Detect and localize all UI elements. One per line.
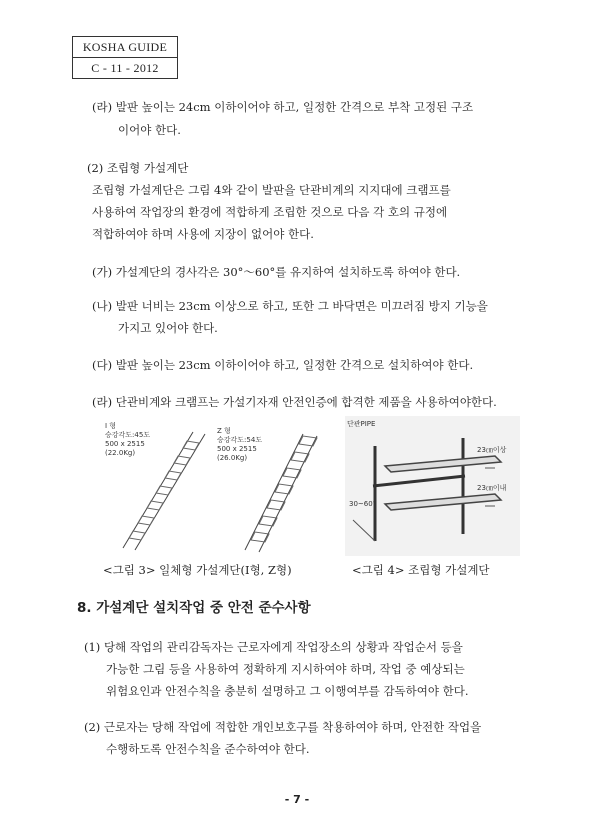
paragraph-ra2: (라) 단관비계와 크램프는 가설기자재 안전인증에 합격한 제품을 사용하여야한다. [92,395,497,409]
paragraph-na-line1: (나) 발판 너비는 23cm 이상으로 하고, 또한 그 바닥면은 미끄러짐 방지 기능을 [92,299,488,313]
section-8-item2-line1: (2) 근로자는 당해 작업에 적합한 개인보호구를 착용하여야 하며, 안전한 작업을 [84,720,482,734]
stair-i-label-type: I 형 [105,422,117,430]
stair-i-label-size: 500 x 2515 [105,440,145,448]
page-number: - 7 - [284,793,310,806]
subsection-2-line2: 사용하여 작업장의 환경에 적합하게 조립한 것으로 다음 각 호의 규정에 [92,205,448,219]
header-title: KOSHA GUIDE [82,40,168,54]
paragraph-ga: (가) 가설계단의 경사각은 30°～60°를 유지하여 설치하도록 하여야 한다. [92,265,461,279]
stair-i-label-weight: (22.0Kg) [105,449,136,457]
section-8-item1-line1: (1) 당해 작업의 관리감독자는 근로자에게 작업장소의 상황과 작업순서 등을 [84,640,463,654]
header-code: C - 11 - 2012 [73,57,177,78]
subsection-2-title: (2) 조립형 가설계단 [87,161,189,175]
paragraph-na-line2: 가지고 있어야 한다. [118,321,218,335]
section-8-item1-line3: 위험요인과 안전수칙을 충분히 설명하고 그 이행여부를 감독하여야 한다. [106,684,469,698]
stair-z-label-angle: 승강각도:54도 [217,436,263,444]
figure-3-caption: <그림 3> 일체형 가설계단(I형, Z형) [103,563,292,577]
figure-3-illustration [105,420,340,560]
paragraph-ra-line2: 이어야 한다. [118,123,181,137]
document-header-box [72,36,178,79]
figure-4-illustration [345,416,520,556]
figure4-height-label: 23㎝이내 [477,484,507,492]
section-8-item1-line2: 가능한 그림 등을 사용하여 정확하게 지시하여야 하며, 작업 중 예상되는 [106,662,465,676]
stair-z-label-size: 500 x 2515 [217,445,257,453]
section-8-item2-line2: 수행하도록 안전수칙을 준수하여야 한다. [106,742,310,756]
figure4-width-label: 23㎝이상 [477,446,507,454]
figure4-angle-label: 30~60° [349,500,377,508]
subsection-2-line1: 조립형 가설계단은 그림 4와 같이 발판을 단관비계의 지지대에 크램프를 [92,183,451,197]
paragraph-ra-line1: (라) 발판 높이는 24cm 이하이어야 하고, 일정한 간격으로 부착 고정된 구조 [92,100,474,114]
section-8-title: 8. 가설계단 설치작업 중 안전 준수사항 [77,600,311,616]
figure-4-caption: <그림 4> 조립형 가설계단 [352,563,490,577]
paragraph-da: (다) 발판 높이는 23cm 이하이어야 하고, 일정한 간격으로 설치하여야 한다. [92,358,474,372]
stair-i-label-angle: 승강각도:45도 [105,431,151,439]
subsection-2-line3: 적합하여야 하며 사용에 지장이 없어야 한다. [92,227,314,241]
stair-z-label-weight: (26.0Kg) [217,454,248,462]
figure4-pipe-label: 단관PIPE [347,420,376,428]
stair-z-label-type: Z 형 [217,427,231,435]
